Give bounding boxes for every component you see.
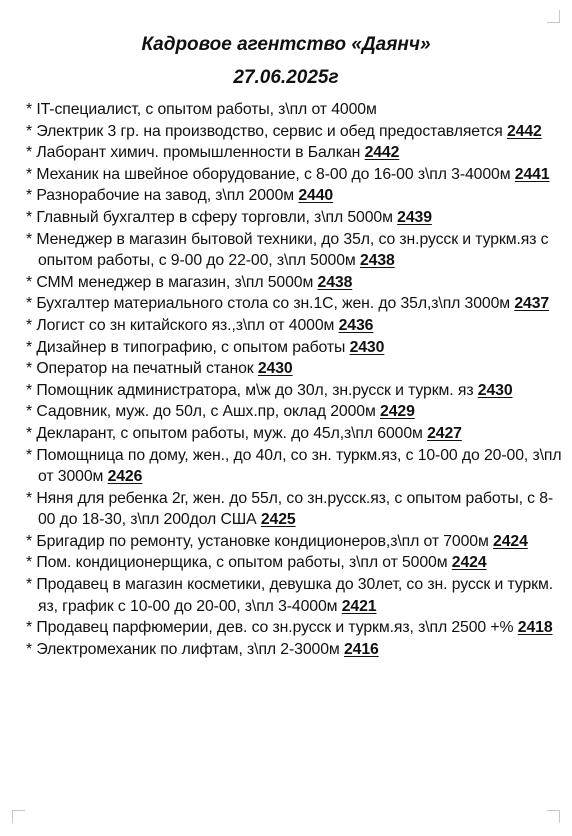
job-code: 2424 xyxy=(451,554,487,572)
job-listing xyxy=(26,401,564,423)
job-code: 2438 xyxy=(317,273,353,291)
job-code: 2429 xyxy=(380,403,415,421)
job-description: * Главный бухгалтер в сферу торговли, з\пл 5000м xyxy=(26,208,398,226)
job-description: * Продавец парфюмерии, дев. со зн.русск и туркм.яз, з\пл 2500 +% xyxy=(26,619,518,637)
job-description: * Дизайнер в типографию, с опытом работы xyxy=(26,338,350,356)
job-description: * Менеджер в магазин бытовой техники, до 35л, со зн.русск и туркм.яз с опытом работы, с 9-00 до 22-00, з\пл 5000м xyxy=(26,230,549,270)
job-listing xyxy=(26,531,564,553)
job-description: * Бухгалтер материального стола со зн.1С, жен. до 35л,з\пл 3000м xyxy=(26,295,515,313)
job-code: 2425 xyxy=(260,511,296,529)
job-listing xyxy=(26,574,564,617)
job-listing xyxy=(26,229,564,272)
job-description: * Механик на швейное оборудование, с 8-00 до 16-00 з\пл 3-4000м xyxy=(26,165,515,183)
job-description: * СММ менеджер в магазин, з\пл 5000м xyxy=(26,273,318,291)
job-listing xyxy=(26,121,564,143)
job-listing xyxy=(26,617,564,639)
job-code: 2416 xyxy=(343,640,379,658)
page-corner-mark xyxy=(547,810,560,823)
job-listing xyxy=(26,337,564,359)
job-listing xyxy=(26,552,564,574)
job-listing xyxy=(26,293,564,315)
job-description: * Продавец в магазин косметики, девушка до 30лет, со зн. русск и туркм. яз, график с 10-00 до 20-00, з\пл 3-4000м xyxy=(26,576,554,615)
job-code: 2427 xyxy=(427,424,462,442)
job-list xyxy=(26,99,564,660)
page-corner-mark xyxy=(12,810,25,823)
job-description: * Лаборант химич. промышленности в Балкан xyxy=(26,144,365,162)
job-code: 2438 xyxy=(359,252,395,270)
job-description: * Декларант, с опытом работы, муж. до 45л,з\пл 6000м xyxy=(26,424,428,442)
job-description: * Бригадир по ремонту, установке кондиционеров,з\пл от 7000м xyxy=(26,532,494,550)
job-code: 2439 xyxy=(397,208,432,226)
job-description: * Электромеханик по лифтам, з\пл 2-3000м xyxy=(26,640,344,658)
job-listing xyxy=(26,380,564,402)
job-code: 2442 xyxy=(506,122,542,140)
page-corner-mark xyxy=(547,10,560,23)
job-description: * Пом. кондиционерщика, с опытом работы, з\пл от 5000м xyxy=(26,554,452,572)
job-listing xyxy=(26,164,564,186)
job-listing xyxy=(26,142,564,164)
job-listing xyxy=(26,423,564,445)
job-code: 2437 xyxy=(514,295,550,313)
job-listing xyxy=(26,207,564,229)
job-listing xyxy=(26,445,564,488)
job-code: 2442 xyxy=(364,144,400,162)
job-code: 2440 xyxy=(298,187,334,205)
job-listing xyxy=(26,272,564,294)
job-listing xyxy=(26,639,564,661)
job-listing xyxy=(26,315,564,337)
job-description: * Помощница по дому, жен., до 40л, со зн. туркм.яз, с 10-00 до 20-00, з\пл от 3000м xyxy=(26,446,562,486)
job-listing xyxy=(26,185,564,207)
job-description: * Няня для ребенка 2г, жен. до 55л, со зн.русск.яз, с опытом работы, с 8-00 до 18-30, з\пл 200дол США xyxy=(26,489,554,529)
job-description: * IT-специалист, с опытом работы, з\пл от 4000м xyxy=(26,101,377,118)
job-code: 2430 xyxy=(477,381,513,399)
job-code: 2441 xyxy=(514,165,550,183)
job-code: 2418 xyxy=(517,619,553,637)
job-code: 2430 xyxy=(257,360,293,378)
document-date: 27.06.2025г xyxy=(233,67,339,88)
job-description: * Логист со зн китайского яз.,з\пл от 4000м xyxy=(26,316,339,334)
job-description: * Оператор на печатный станок xyxy=(26,360,258,378)
job-description: * Помощник администратора, м\ж до 30л, зн.русск и туркм. яз xyxy=(26,381,478,399)
job-code: 2426 xyxy=(107,468,143,486)
job-code: 2430 xyxy=(349,338,385,356)
job-code: 2424 xyxy=(493,532,528,550)
document-title: Кадровое агентство «Даянч» xyxy=(141,34,431,55)
job-listing xyxy=(26,488,564,531)
job-description: * Электрик 3 гр. на производство, сервис и обед предоставляется xyxy=(26,122,507,140)
job-code: 2421 xyxy=(341,597,377,615)
job-code: 2436 xyxy=(338,316,374,334)
job-description: * Разнорабочие на завод, з\пл 2000м xyxy=(26,187,299,205)
job-listing xyxy=(26,99,564,121)
job-description: * Садовник, муж. до 50л, с Ашх.пр, оклад 2000м xyxy=(26,403,381,421)
job-listing xyxy=(26,358,564,380)
